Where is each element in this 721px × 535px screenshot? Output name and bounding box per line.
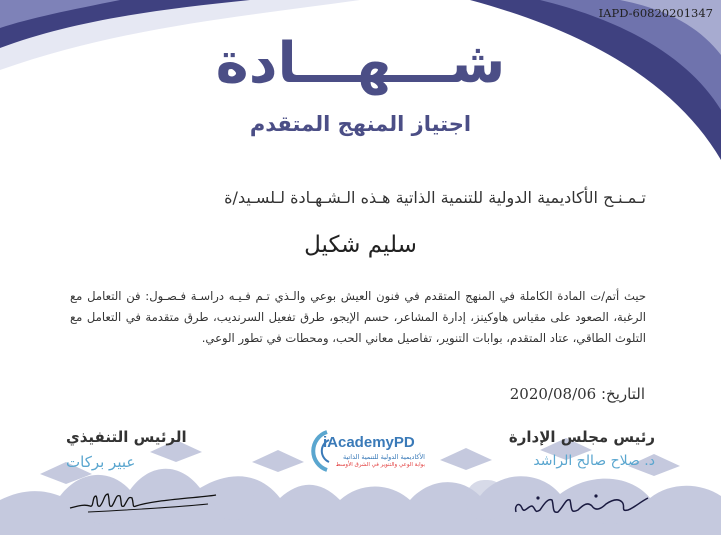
executive-president-name: عبير بركات (66, 453, 136, 471)
recipient-name: سليم شكيل (304, 232, 417, 258)
course-description: حيث أتم/ت المادة الكاملة في المنهج المتقدم في فنون العيش بوعي والـذي تـم فـيـه دراسـة فـصـول: فن التعامل مع الرغبة، الصعود على مقياس هاوكينز، إدارة المشاعر، حسم الإيجو، طرق تفعيل السرنديب، طرق متقدمة في التعامل مع التلوث الطاقي، عتاد المتقدم، بوابات التنوير، تفاصيل معاني الحب، ومحطات في تطور الوعي. (70, 289, 646, 345)
date-line (510, 385, 645, 403)
executive-signature (68, 486, 218, 518)
board-chair-block (475, 428, 655, 469)
logo-name: iAcademyPD (323, 434, 415, 451)
board-chair-title: رئيس مجلس الإدارة (508, 428, 655, 446)
logo-line2: بوابة الوعي والتنوير في الشرق الأوسط (335, 462, 425, 468)
board-chair-signature (508, 484, 658, 520)
executive-president-title: الرئيس التنفيذي (66, 428, 187, 446)
grant-statement: تـمـنـح الأكاديمية الدولية للتنمية الذاتية هـذه الـشـهـادة لـلسـيد/ة (224, 188, 646, 207)
certificate-title: شـــهـــادة (215, 31, 506, 96)
academy-logo (305, 426, 425, 476)
date-value: 2020/08/06 (509, 385, 597, 403)
board-chair-name: د. صلاح صالح الراشد (533, 453, 655, 469)
executive-president-block (66, 428, 246, 471)
logo-line1: الأكاديمية الدولية للتنمية الذاتية (343, 453, 425, 461)
certificate-serial: IAPD-60820201347 (598, 6, 713, 20)
date-label: التاريخ: (601, 385, 645, 403)
certificate-subtitle: اجتياز المنهج المتقدم (249, 112, 472, 136)
